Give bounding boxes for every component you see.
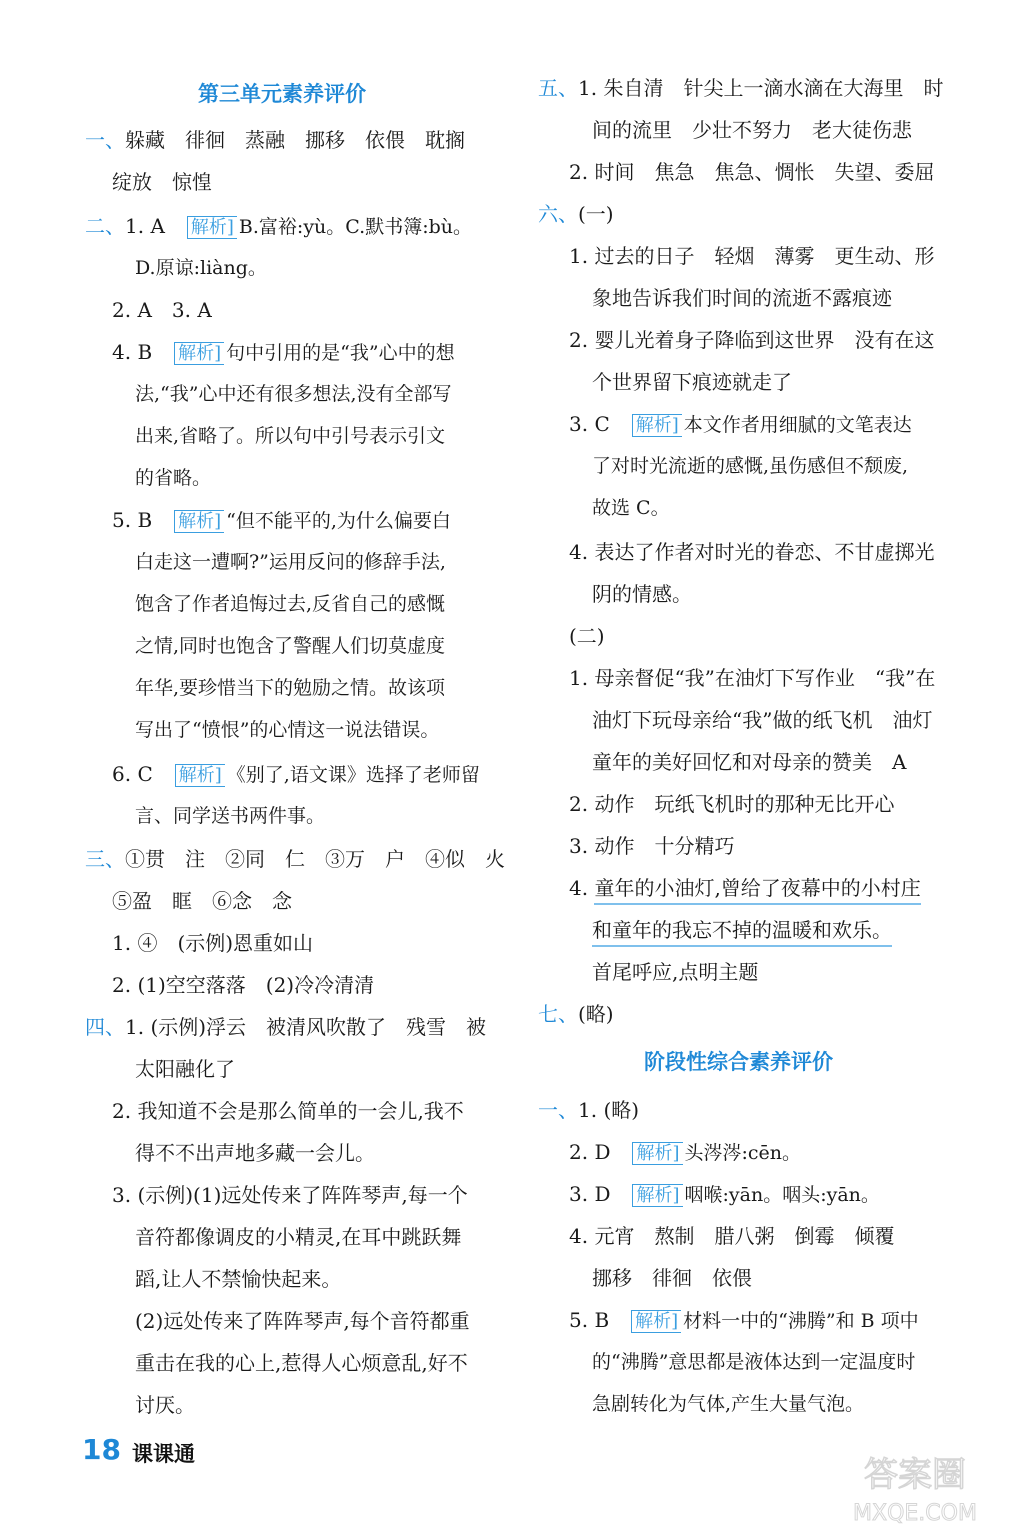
watermark-url: MXQE.COM bbox=[853, 1501, 977, 1526]
answer-line: 急剧转化为气体,产生大量气泡。 bbox=[592, 1393, 865, 1415]
answer-line: 3. (示例)(1)远处传来了阵阵琴声,每一个 bbox=[112, 1183, 468, 1207]
answer-line: 五、1. 朱自清 针尖上一滴水滴在大海里 时 bbox=[538, 76, 944, 100]
answer-line: 年华,要珍惜当下的勉励之情。故该项 bbox=[135, 677, 446, 699]
answer-line: 六、(一) bbox=[538, 202, 614, 226]
answer-line: 4. 元宵 熬制 腊八粥 倒霉 倾覆 bbox=[569, 1224, 895, 1248]
answer-line: 4. B 解析 ] 句中引用的是“我”心中的想 bbox=[112, 338, 455, 368]
answer-line: (二) bbox=[569, 624, 605, 648]
answer-line: 6. C 解析 ] 《别了,语文课》选择了老师留 bbox=[112, 760, 480, 790]
section-marker: 六、 bbox=[538, 202, 578, 226]
analysis-tag: 解析 ] bbox=[632, 1142, 682, 1165]
answer-line: 2. 动作 玩纸飞机时的那种无比开心 bbox=[569, 792, 895, 816]
section-marker: 三、 bbox=[85, 847, 125, 871]
answer-line: 蹈,让人不禁愉快起来。 bbox=[135, 1267, 342, 1291]
answer-line: 3. D 解析 ] 咽喉:yān。咽头:yān。 bbox=[569, 1180, 880, 1210]
answer-line: 象地告诉我们时间的流逝不露痕迹 bbox=[592, 286, 892, 310]
answer-line: 4. 表达了作者对时光的眷恋、不甘虚掷光 bbox=[569, 540, 935, 564]
answer-line: 法,“我”心中还有很多想法,没有全部写 bbox=[135, 383, 452, 405]
answer-line: 讨厌。 bbox=[135, 1393, 195, 1417]
answer-line: 2. 婴儿光着身子降临到这世界 没有在这 bbox=[569, 328, 935, 352]
analysis-tag: 解析 ] bbox=[632, 1184, 682, 1207]
answer-line: 一、1. (略) bbox=[538, 1098, 640, 1122]
answer-line: 2. 时间 焦急 焦急、惆怅 失望、委屈 bbox=[569, 160, 935, 184]
section-marker: 二、 bbox=[85, 214, 125, 238]
answer-line: 故选 C。 bbox=[592, 497, 670, 519]
section-marker: 四、 bbox=[85, 1015, 125, 1039]
answer-line: 2. 我知道不会是那么简单的一会儿,我不 bbox=[112, 1099, 464, 1123]
answer-line: 1. ④ (示例)恩重如山 bbox=[112, 931, 314, 955]
answer-line: 3. C 解析 ] 本文作者用细腻的文笔表达 bbox=[569, 410, 912, 440]
section-title: 阶段性综合素养评价 bbox=[644, 1050, 833, 1074]
answer-line: 了对时光流逝的感慨,虽伤感但不颓废, bbox=[592, 455, 909, 477]
answer-line: 5. B 解析 ] 材料一中的“沸腾”和 B 项中 bbox=[569, 1306, 919, 1336]
answer-line: 首尾呼应,点明主题 bbox=[592, 960, 759, 984]
section-marker: 一、 bbox=[85, 128, 125, 152]
answer-line: (2)远处传来了阵阵琴声,每个音符都重 bbox=[135, 1309, 470, 1333]
watermark-logo bbox=[840, 1448, 990, 1528]
answer-line: 太阳融化了 bbox=[135, 1057, 235, 1081]
answer-line: 绽放 惊惶 bbox=[112, 170, 212, 194]
analysis-tag: 解析 ] bbox=[631, 1310, 681, 1333]
answer-line: 言、同学送书两件事。 bbox=[135, 805, 326, 827]
answer-line: 二、1. A 解析 ] B.富裕:yù。C.默书簿:bù。 bbox=[85, 212, 472, 242]
book-name: 课课通 bbox=[132, 1442, 195, 1466]
answer-line: 3. 动作 十分精巧 bbox=[569, 834, 735, 858]
answer-line: 5. B 解析 ] “但不能平的,为什么偏要白 bbox=[112, 506, 451, 536]
answer-line: 2. A 3. A bbox=[112, 298, 212, 322]
answer-line: 一、躲藏 徘徊 蒸融 挪移 依偎 耽搁 bbox=[85, 128, 465, 152]
answer-line: 饱含了作者追悔过去,反省自己的感慨 bbox=[135, 593, 446, 615]
answer-line: 1. 母亲督促“我”在油灯下写作业 “我”在 bbox=[569, 666, 936, 690]
answer-line: 2. (1)空空落落 (2)冷冷清清 bbox=[112, 973, 375, 997]
answer-line: 得不不出声地多藏一会儿。 bbox=[135, 1141, 375, 1165]
answer-line: 出来,省略了。所以句中引号表示引文 bbox=[135, 425, 446, 447]
answer-line: D.原谅:liàng。 bbox=[135, 257, 267, 279]
underlined-text: 童年的小油灯,曾给了夜幕中的小村庄 bbox=[594, 876, 920, 905]
section-title: 第三单元素养评价 bbox=[198, 82, 366, 106]
section-marker: 一、 bbox=[538, 1098, 578, 1122]
answer-line: 写出了“愤恨”的心情这一说法错误。 bbox=[135, 719, 440, 741]
answer-line bbox=[592, 916, 892, 944]
answer-line: 重击在我的心上,惹得人心烦意乱,好不 bbox=[135, 1351, 468, 1375]
answer-line: 挪移 徘徊 依偎 bbox=[592, 1266, 752, 1290]
section-marker: 五、 bbox=[538, 76, 578, 100]
answer-line: 阴的情感。 bbox=[592, 582, 692, 606]
answer-line: 1. 过去的日子 轻烟 薄雾 更生动、形 bbox=[569, 244, 935, 268]
section-marker: 七、 bbox=[538, 1002, 578, 1026]
answer-line: 之情,同时也饱含了警醒人们切莫虚度 bbox=[135, 635, 446, 657]
answer-line: 4. 童年的小油灯,曾给了夜幕中的小村庄 bbox=[569, 874, 921, 902]
answer-line: 个世界留下痕迹就走了 bbox=[592, 370, 792, 394]
answer-line: 四、1. (示例)浮云 被清风吹散了 残雪 被 bbox=[85, 1015, 487, 1039]
watermark-text: 答案圈 bbox=[864, 1455, 966, 1495]
answer-line: 的省略。 bbox=[135, 467, 212, 489]
answer-line: 间的流里 少壮不努力 老大徒伤悲 bbox=[592, 118, 912, 142]
page-number: 18 bbox=[82, 1433, 121, 1466]
answer-line: ⑤盈 眶 ⑥念 念 bbox=[112, 889, 292, 913]
analysis-tag: 解析 ] bbox=[174, 342, 224, 365]
analysis-tag: 解析 ] bbox=[187, 216, 237, 239]
underlined-text: 和童年的我忘不掉的温暖和欢乐。 bbox=[592, 918, 892, 947]
answer-line: 的“沸腾”意思都是液体达到一定温度时 bbox=[592, 1351, 916, 1373]
analysis-tag: 解析 ] bbox=[175, 764, 225, 787]
answer-line: 三、①贯 注 ②同 仁 ③万 户 ④似 火 bbox=[85, 847, 505, 871]
answer-line: 2. D 解析 ] 头涔涔:cēn。 bbox=[569, 1138, 801, 1168]
answer-line: 七、(略) bbox=[538, 1002, 614, 1026]
analysis-tag: 解析 ] bbox=[174, 510, 224, 533]
answer-line: 油灯下玩母亲给“我”做的纸飞机 油灯 bbox=[592, 708, 933, 732]
answer-line: 童年的美好回忆和对母亲的赞美 A bbox=[592, 750, 907, 774]
analysis-tag: 解析 ] bbox=[632, 414, 682, 437]
answer-line: 白走这一遭啊?”运用反问的修辞手法, bbox=[135, 551, 446, 573]
answer-line: 音符都像调皮的小精灵,在耳中跳跃舞 bbox=[135, 1225, 462, 1249]
